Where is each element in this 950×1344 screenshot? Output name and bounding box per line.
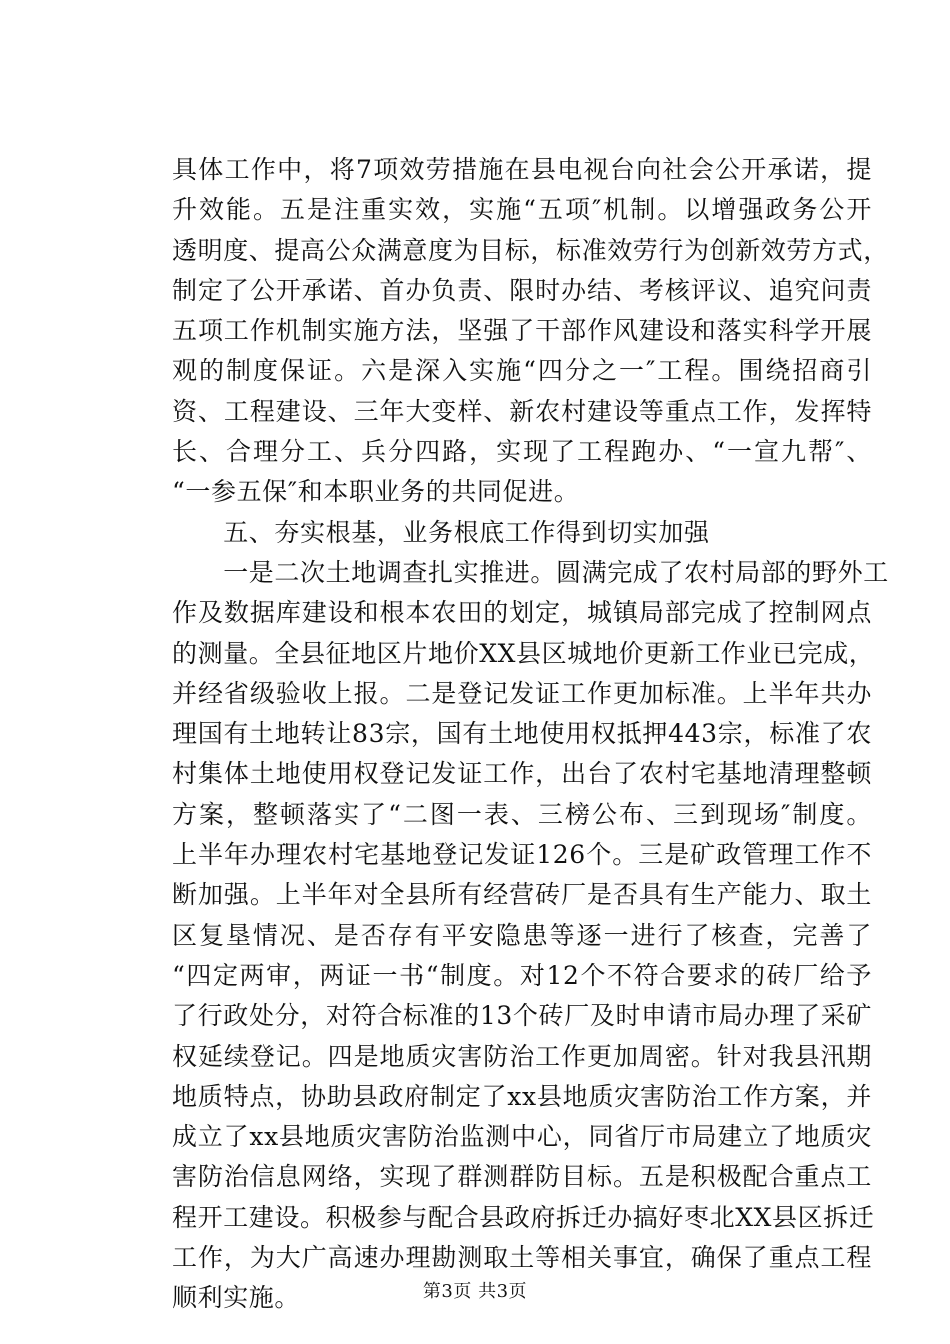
text-line: 透明度、提高公众满意度为目标，标准效劳行为创新效劳方式，: [172, 235, 889, 265]
text-line: 区复垦情况、是否存有平安隐患等逐一进行了核查，完善了: [172, 920, 872, 950]
text-line: 方案，整顿落实了“二图一表、三榜公布、三到现场″制度。: [172, 799, 872, 829]
text-line: 作及数据库建设和根本农田的划定，城镇局部完成了控制网点: [172, 598, 872, 628]
text-line: 资、工程建设、三年大变样、新农村建设等重点工作，发挥特: [172, 396, 872, 426]
text-line: 村集体土地使用权登记发证工作，出台了农村宅基地清理整顿: [172, 759, 872, 789]
text-line: 并经省级验收上报。二是登记发证工作更加标准。上半年共办: [172, 678, 872, 708]
text-line: 五项工作机制实施方法，坚强了干部作风建设和落实科学开展: [172, 316, 872, 346]
text-line: 断加强。上半年对全县所有经营砖厂是否具有生产能力、取土: [172, 880, 872, 910]
text-line: 工作，为大广高速办理勘测取土等相关事宜，确保了重点工程: [172, 1243, 872, 1273]
text-line: “四定两审，两证一书“制度。对12个不符合要求的砖厂给予: [172, 960, 872, 990]
text-line: 理国有土地转让83宗，国有土地使用权抵押443宗，标准了农: [172, 719, 872, 749]
text-line: 成立了xx县地质灾害防治监测中心，同省厅市局建立了地质灾: [172, 1122, 872, 1152]
text-line: 害防治信息网络，实现了群测群防目标。五是积极配合重点工: [172, 1162, 872, 1192]
text-line: 程开工建设。积极参与配合县政府拆迁办搞好枣北XX县区拆迁: [172, 1202, 875, 1232]
body-text: [172, 150, 889, 1319]
page-footer: 第3页 共3页: [422, 1281, 528, 1302]
text-line: 制定了公开承诺、首办负责、限时办结、考核评议、追究问责: [172, 275, 872, 305]
section-heading: 五、夯实根基，业务根底工作得到切实加强: [172, 517, 710, 547]
text-line: 上半年办理农村宅基地登记发证126个。三是矿政管理工作不: [172, 840, 872, 870]
text-line: 地质特点，协助县政府制定了xx县地质灾害防治工作方案，并: [172, 1081, 872, 1111]
text-line: 升效能。五是注重实效，实施“五项″机制。以增强政务公开: [172, 195, 872, 225]
text-line: 一是二次土地调查扎实推进。圆满完成了农村局部的野外工: [172, 557, 889, 587]
text-line: 具体工作中，将7项效劳措施在县电视台向社会公开承诺，提: [172, 155, 872, 184]
text-line: 权延续登记。四是地质灾害防治工作更加周密。针对我县汛期: [172, 1041, 872, 1071]
text-line: 的测量。全县征地区片地价XX县区城地价更新工作业已完成，: [172, 638, 875, 668]
text-line: 长、合理分工、兵分四路，实现了工程跑办、“一宣九帮″、: [172, 437, 872, 467]
text-line: “一参五保″和本职业务的共同促进。: [172, 477, 580, 507]
text-line: 观的制度保证。六是深入实施“四分之一″工程。围绕招商引: [172, 356, 872, 386]
text-line: 顺利实施。: [172, 1283, 301, 1313]
text-line: 了行政处分，对符合标准的13个砖厂及时申请市局办理了采矿: [172, 1001, 872, 1031]
